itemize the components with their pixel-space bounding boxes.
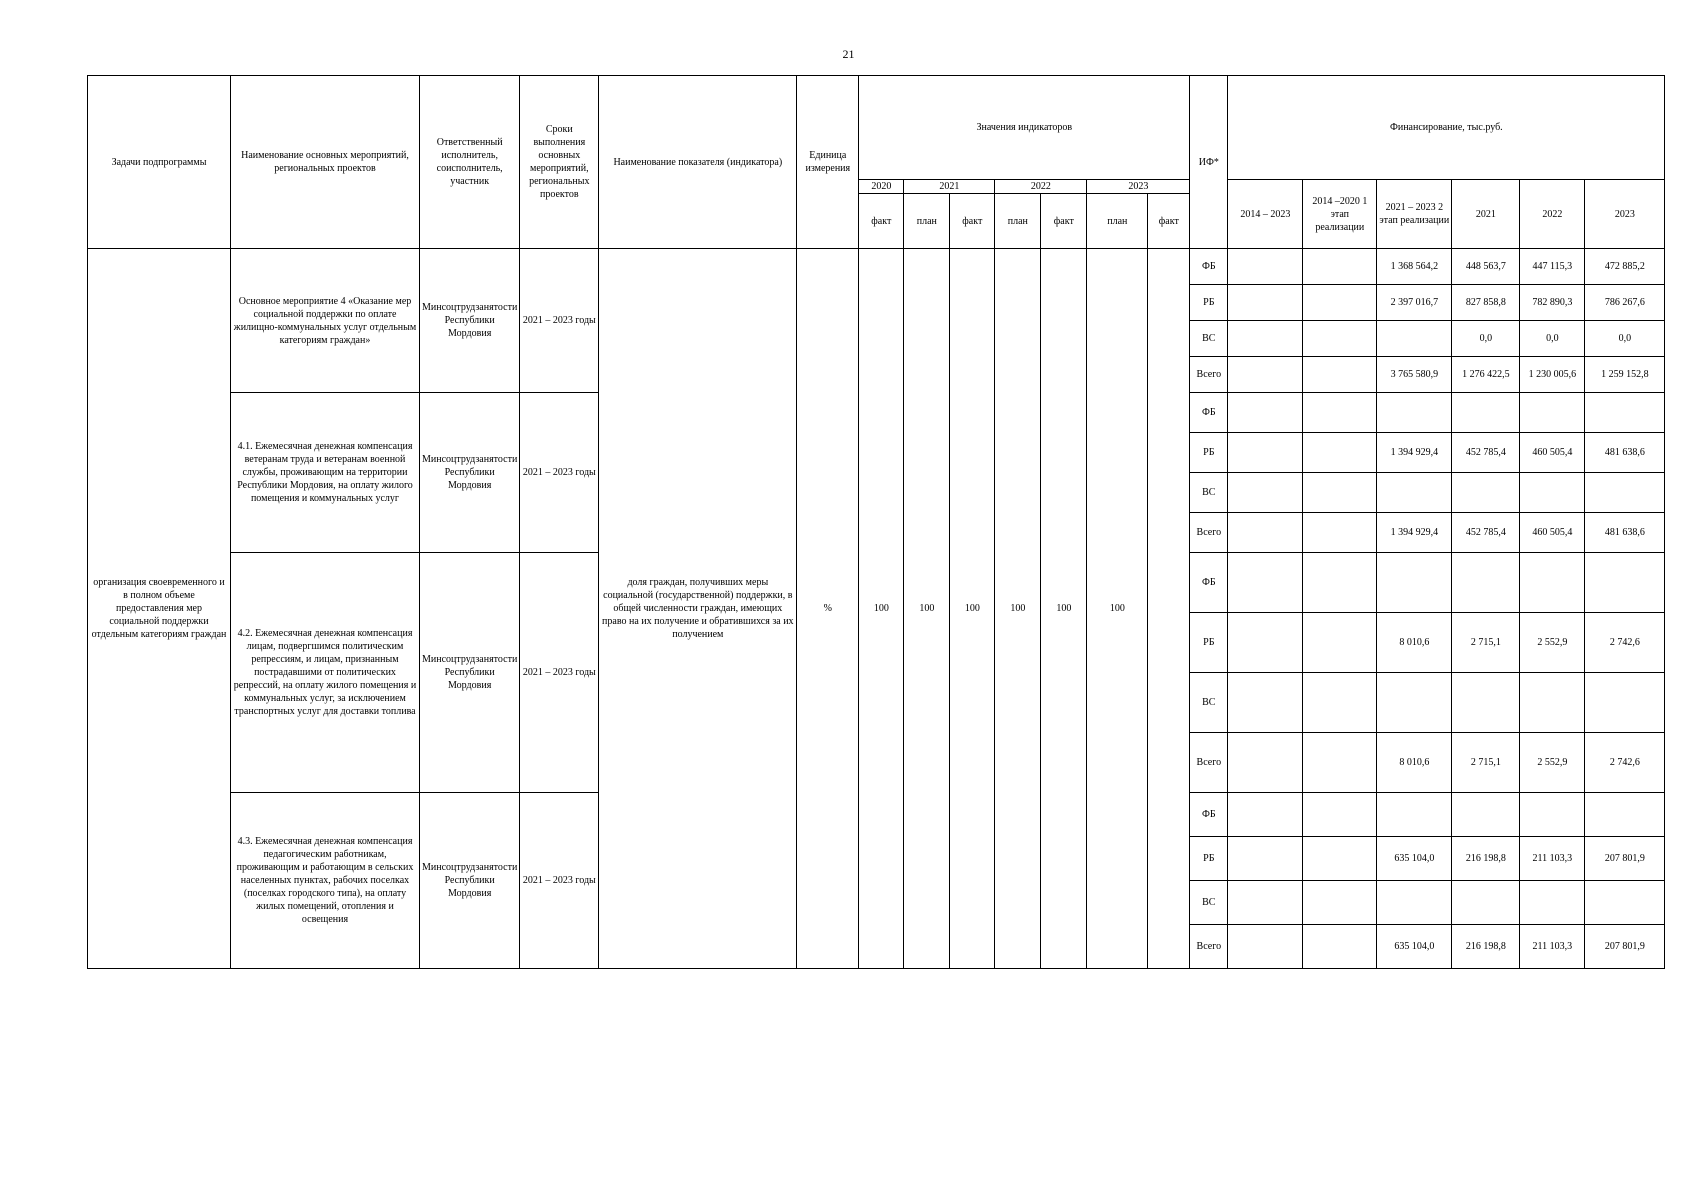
- indicator-value: 100: [950, 249, 995, 969]
- terms-cell: 2021 – 2023 годы: [520, 393, 599, 553]
- fin-value: [1303, 925, 1377, 969]
- source-label: РБ: [1190, 613, 1228, 673]
- fin-value: 8 010,6: [1377, 733, 1452, 793]
- fin-value: 635 104,0: [1377, 925, 1452, 969]
- fin-value: 1 368 564,2: [1377, 249, 1452, 285]
- fin-value: [1303, 393, 1377, 433]
- fin-value: [1303, 793, 1377, 837]
- header-financing: Финансирование, тыс.руб.: [1228, 76, 1665, 180]
- source-label: ВС: [1190, 473, 1228, 513]
- event-name: 4.1. Ежемесячная денежная компенсация ветеранам труда и ветеранам военной службы, проживающим на территории Республики Мордовия, на оплату жилого помещения и коммунальных услуг: [231, 393, 420, 553]
- fin-value: [1303, 837, 1377, 881]
- fin-value: [1303, 613, 1377, 673]
- fin-value: 481 638,6: [1585, 513, 1665, 553]
- source-label: ВС: [1190, 881, 1228, 925]
- program-table: [87, 75, 1665, 969]
- fin-value: [1228, 733, 1303, 793]
- fin-value: 0,0: [1585, 321, 1665, 357]
- fin-value: 211 103,3: [1520, 925, 1585, 969]
- indicator-value: 100: [859, 249, 904, 969]
- fin-value: [1377, 321, 1452, 357]
- indicator-value: [1148, 249, 1190, 969]
- header-fin-2023: 2023: [1585, 180, 1665, 249]
- fin-value: 0,0: [1520, 321, 1585, 357]
- header-if: ИФ*: [1190, 76, 1228, 249]
- header-sub: план: [1087, 194, 1148, 249]
- fin-value: 472 885,2: [1585, 249, 1665, 285]
- fin-value: [1228, 321, 1303, 357]
- fin-value: [1228, 881, 1303, 925]
- indicator-value: 100: [904, 249, 950, 969]
- terms-cell: 2021 – 2023 годы: [520, 793, 599, 969]
- fin-value: [1303, 673, 1377, 733]
- event-name: 4.2. Ежемесячная денежная компенсация лицам, подвергшимся политическим репрессиям, и лицам, признанным пострадавшими от политических репрессий, на оплату жилого помещения и коммунальных услуг, за исключением транспортных услуг для доставки топлива: [231, 553, 420, 793]
- fin-value: [1228, 793, 1303, 837]
- fin-value: 782 890,3: [1520, 285, 1585, 321]
- fin-value: [1377, 881, 1452, 925]
- fin-value: 447 115,3: [1520, 249, 1585, 285]
- fin-value: 448 563,7: [1452, 249, 1520, 285]
- fin-value: [1228, 357, 1303, 393]
- fin-value: [1303, 357, 1377, 393]
- fin-value: 216 198,8: [1452, 837, 1520, 881]
- source-label: Всего: [1190, 357, 1228, 393]
- fin-value: 1 259 152,8: [1585, 357, 1665, 393]
- header-fin-2021: 2021: [1452, 180, 1520, 249]
- source-label: Всего: [1190, 513, 1228, 553]
- header-terms: Сроки выполнения основных мероприятий, региональных проектов: [520, 76, 599, 249]
- fin-value: 2 715,1: [1452, 613, 1520, 673]
- fin-value: [1585, 473, 1665, 513]
- fin-value: 211 103,3: [1520, 837, 1585, 881]
- fin-value: 460 505,4: [1520, 513, 1585, 553]
- fin-value: [1228, 393, 1303, 433]
- fin-value: [1452, 881, 1520, 925]
- fin-value: [1377, 553, 1452, 613]
- indicator-value: 100: [1087, 249, 1148, 969]
- header-unit: Единица измерения: [797, 76, 859, 249]
- fin-value: 786 267,6: [1585, 285, 1665, 321]
- source-label: РБ: [1190, 285, 1228, 321]
- fin-value: [1303, 733, 1377, 793]
- header-indicator-values: Значения индикаторов: [859, 76, 1190, 180]
- executor-cell: Минсоцтрудзанятости Республики Мордовия: [420, 553, 520, 793]
- fin-value: [1228, 513, 1303, 553]
- header-indicator-name: Наименование показателя (индикатора): [599, 76, 797, 249]
- indicator-value: 100: [1041, 249, 1087, 969]
- source-label: ФБ: [1190, 393, 1228, 433]
- header-year-2020: 2020: [859, 180, 904, 194]
- fin-value: [1303, 249, 1377, 285]
- fin-value: [1585, 793, 1665, 837]
- source-label: РБ: [1190, 837, 1228, 881]
- fin-value: 3 765 580,9: [1377, 357, 1452, 393]
- fin-value: [1228, 837, 1303, 881]
- fin-value: [1377, 393, 1452, 433]
- header-fin-2022: 2022: [1520, 180, 1585, 249]
- fin-value: [1303, 321, 1377, 357]
- page-number: 21: [842, 47, 855, 61]
- fin-value: 2 397 016,7: [1377, 285, 1452, 321]
- fin-value: [1585, 553, 1665, 613]
- source-label: Всего: [1190, 925, 1228, 969]
- header-row-1: [88, 76, 1665, 180]
- fin-value: 207 801,9: [1585, 925, 1665, 969]
- fin-value: [1520, 473, 1585, 513]
- fin-value: [1377, 473, 1452, 513]
- fin-value: [1452, 473, 1520, 513]
- unit-cell: %: [797, 249, 859, 969]
- terms-cell: 2021 – 2023 годы: [520, 249, 599, 393]
- header-sub: план: [995, 194, 1041, 249]
- fin-value: [1452, 673, 1520, 733]
- fin-value: [1303, 433, 1377, 473]
- fin-value: 0,0: [1452, 321, 1520, 357]
- fin-value: [1303, 473, 1377, 513]
- header-executor: Ответственный исполнитель, соисполнитель, участник: [420, 76, 520, 249]
- fin-value: 216 198,8: [1452, 925, 1520, 969]
- header-year-2022: 2022: [995, 180, 1087, 194]
- fin-value: 2 742,6: [1585, 613, 1665, 673]
- fin-value: 1 394 929,4: [1377, 513, 1452, 553]
- fin-value: 635 104,0: [1377, 837, 1452, 881]
- header-fin-stage1: 2014 –2020 1 этап реализации: [1303, 180, 1377, 249]
- fin-value: [1303, 881, 1377, 925]
- fin-value: [1452, 393, 1520, 433]
- fin-value: [1228, 613, 1303, 673]
- indicator-name-cell: доля граждан, получивших меры социальной (государственной) поддержки, в общей численности граждан, имеющих право на их получение и обратившихся за их получением: [599, 249, 797, 969]
- header-sub: факт: [1148, 194, 1190, 249]
- fin-value: [1452, 553, 1520, 613]
- fin-value: [1585, 673, 1665, 733]
- terms-cell: 2021 – 2023 годы: [520, 553, 599, 793]
- fin-value: [1228, 249, 1303, 285]
- source-label: ФБ: [1190, 249, 1228, 285]
- fin-value: [1303, 553, 1377, 613]
- header-sub: факт: [1041, 194, 1087, 249]
- source-label: ФБ: [1190, 793, 1228, 837]
- header-fin-stage2: 2021 – 2023 2 этап реализации: [1377, 180, 1452, 249]
- header-sub: факт: [859, 194, 904, 249]
- executor-cell: Минсоцтрудзанятости Республики Мордовия: [420, 393, 520, 553]
- source-label: ВС: [1190, 321, 1228, 357]
- fin-value: [1520, 673, 1585, 733]
- fin-value: 1 276 422,5: [1452, 357, 1520, 393]
- fin-value: [1228, 433, 1303, 473]
- fin-value: [1303, 285, 1377, 321]
- fin-value: [1303, 513, 1377, 553]
- fin-value: [1228, 553, 1303, 613]
- executor-cell: Минсоцтрудзанятости Республики Мордовия: [420, 249, 520, 393]
- fin-value: 481 638,6: [1585, 433, 1665, 473]
- fin-value: 2 552,9: [1520, 733, 1585, 793]
- fin-value: [1585, 881, 1665, 925]
- fin-value: 1 230 005,6: [1520, 357, 1585, 393]
- fin-value: 8 010,6: [1377, 613, 1452, 673]
- event-name: 4.3. Ежемесячная денежная компенсация педагогическим работникам, проживающим и работающим в сельских населенных пунктах, рабочих поселках (поселках городского типа), на оплату жилых помещений, отопления и освещения: [231, 793, 420, 969]
- source-label: РБ: [1190, 433, 1228, 473]
- fin-value: 452 785,4: [1452, 513, 1520, 553]
- fin-value: [1228, 673, 1303, 733]
- source-label: ФБ: [1190, 553, 1228, 613]
- fin-value: [1377, 673, 1452, 733]
- fin-value: 452 785,4: [1452, 433, 1520, 473]
- task-cell: организация своевременного и в полном объеме предоставления мер социальной поддержки отдельным категориям граждан: [88, 249, 231, 969]
- indicator-value: 100: [995, 249, 1041, 969]
- header-event: Наименование основных мероприятий, региональных проектов: [231, 76, 420, 249]
- header-task: Задачи подпрограммы: [88, 76, 231, 249]
- header-sub: факт: [950, 194, 995, 249]
- header-year-2023: 2023: [1087, 180, 1190, 194]
- fin-value: [1585, 393, 1665, 433]
- executor-cell: Минсоцтрудзанятости Республики Мордовия: [420, 793, 520, 969]
- header-fin-total: 2014 – 2023: [1228, 180, 1303, 249]
- header-year-2021: 2021: [904, 180, 995, 194]
- fin-value: [1520, 881, 1585, 925]
- fin-value: 827 858,8: [1452, 285, 1520, 321]
- fin-value: [1520, 793, 1585, 837]
- source-label: Всего: [1190, 733, 1228, 793]
- fin-value: [1520, 393, 1585, 433]
- source-label: ВС: [1190, 673, 1228, 733]
- fin-value: [1377, 793, 1452, 837]
- fin-value: [1228, 473, 1303, 513]
- fin-value: 2 742,6: [1585, 733, 1665, 793]
- fin-value: [1228, 925, 1303, 969]
- header-sub: план: [904, 194, 950, 249]
- fin-value: [1452, 793, 1520, 837]
- fin-value: 2 715,1: [1452, 733, 1520, 793]
- fin-value: 207 801,9: [1585, 837, 1665, 881]
- fin-value: [1228, 285, 1303, 321]
- fin-value: 2 552,9: [1520, 613, 1585, 673]
- fin-value: [1520, 553, 1585, 613]
- fin-value: 1 394 929,4: [1377, 433, 1452, 473]
- event-name: Основное мероприятие 4 «Оказание мер социальной поддержки по оплате жилищно-коммунальных услуг отдельным категориям граждан»: [231, 249, 420, 393]
- table-row: [88, 249, 1665, 285]
- fin-value: 460 505,4: [1520, 433, 1585, 473]
